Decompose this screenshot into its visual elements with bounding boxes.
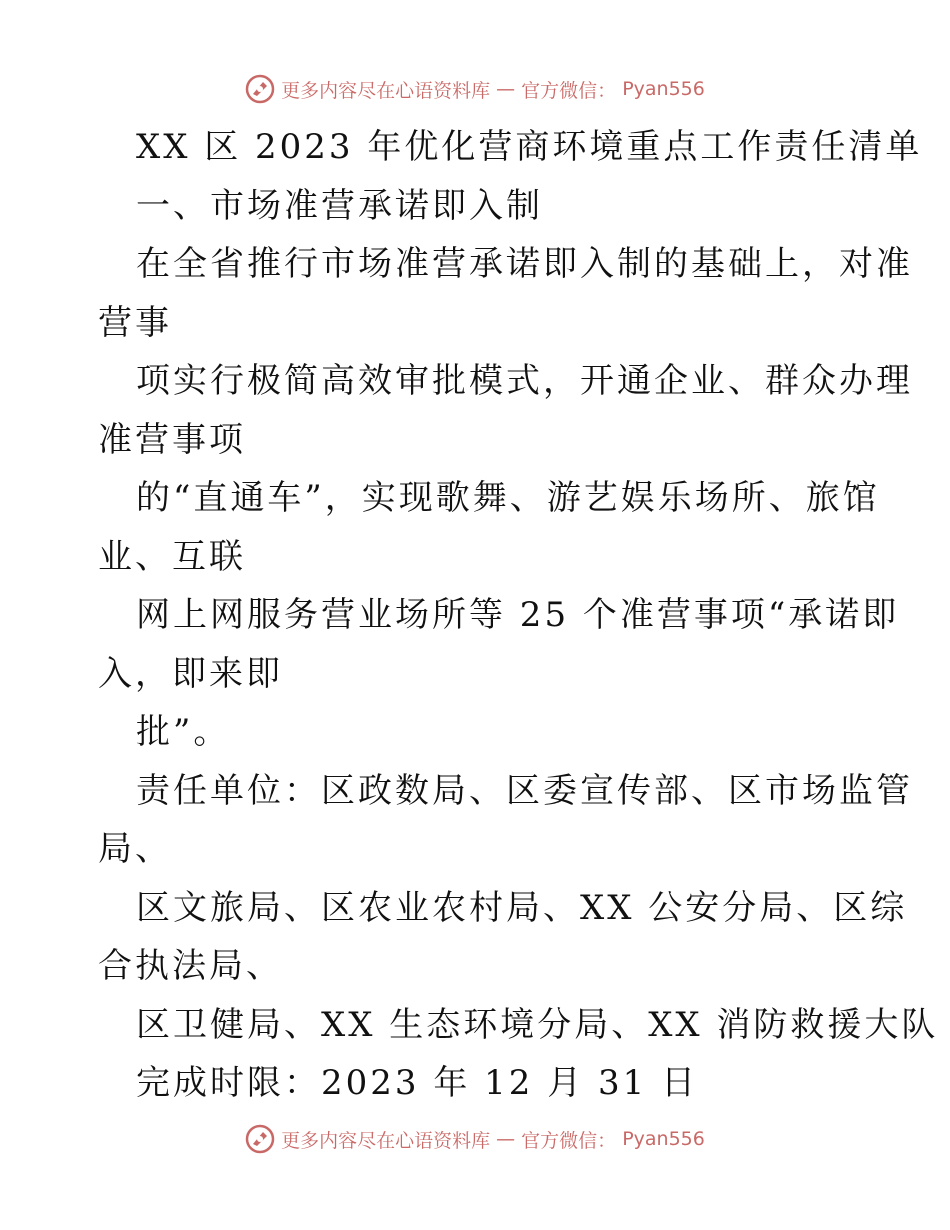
document-title: XX 区 2023 年优化营商环境重点工作责任清单 [136,127,923,167]
watermark-brand: 更多内容尽在心语资料库 [281,79,491,102]
watermark-id: Pyan556 [622,78,705,100]
body-line: 网上网服务营业场所等 25 个准营事项“承诺即 [136,595,900,635]
watermark-brand: 更多内容尽在心语资料库 [281,1129,491,1152]
deadline-line: 完成时限：2023 年 12 月 31 日 [136,1063,699,1103]
watermark-footer [0,1124,950,1154]
watermark-separator: — [496,78,516,100]
body-line: 的“直通车”，实现歌舞、游艺娱乐场所、旅馆 [136,478,880,518]
seal-logo-icon [245,1124,275,1154]
body-line: 项实行极简高效审批模式，开通企业、群众办理 [136,361,913,401]
watermark-separator: — [496,1128,516,1150]
body-line: 批”。 [136,712,231,752]
responsible-units-line: 区文旅局、区农业农村局、XX 公安分局、区综 [136,887,908,928]
body-line: 业、互联 [98,536,246,577]
responsible-units-line: 责任单位：区政数局、区委宣传部、区市场监管 [136,770,913,811]
seal-logo-icon [245,74,275,104]
body-line: 入，即来即 [98,653,283,694]
watermark-label: 官方微信： [521,1129,617,1152]
responsible-units-line: 合执法局、 [98,946,283,986]
watermark-label: 官方微信： [521,79,617,102]
body-line: 准营事项 [98,419,246,460]
document-body [98,118,939,1113]
responsible-units-line: 区卫健局、XX 生态环境分局、XX 消防救援大队 [136,1004,939,1045]
watermark-id: Pyan556 [622,1128,705,1150]
section-heading: 一、市场准营承诺即入制 [136,185,543,226]
body-line: 营事 [98,302,172,343]
responsible-units-line: 局、 [98,829,172,869]
watermark-header [0,74,950,104]
body-line: 在全省推行市场准营承诺即入制的基础上，对准 [136,244,913,284]
